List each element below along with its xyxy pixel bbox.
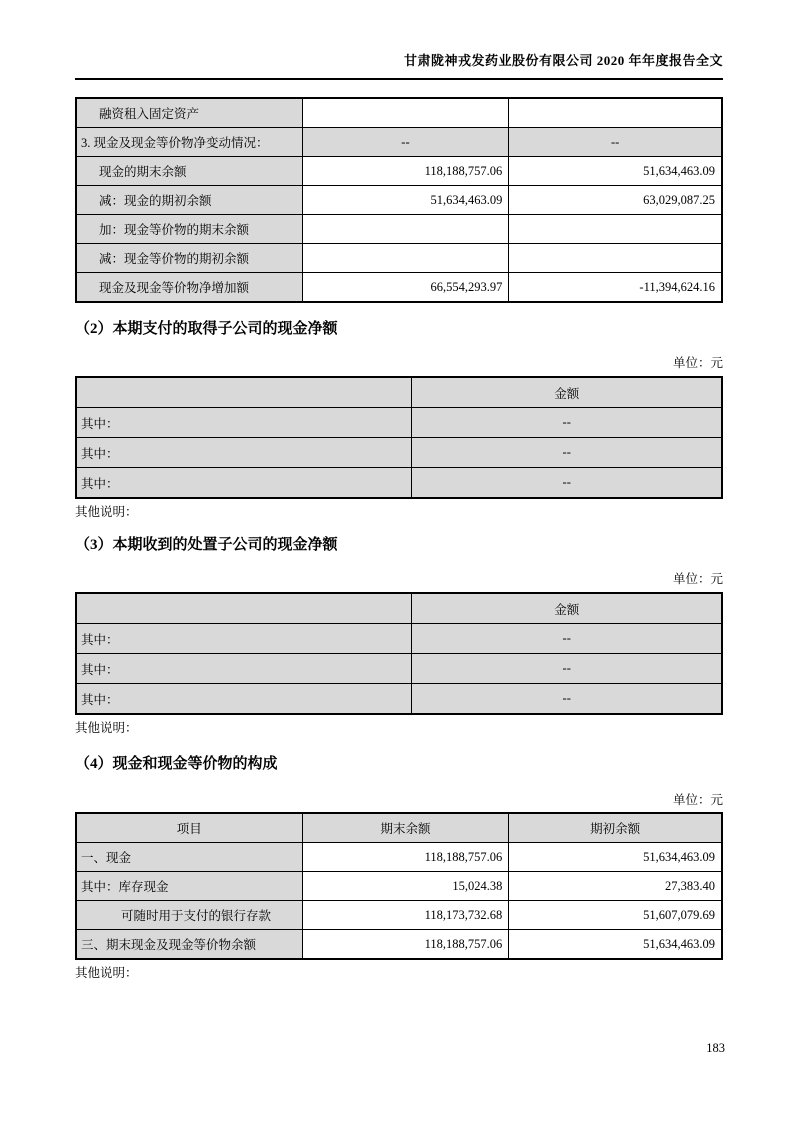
table-row bbox=[76, 157, 722, 186]
row-label-cell: 其中： bbox=[76, 654, 412, 684]
prior-period-cell bbox=[509, 215, 722, 244]
prior-period-cell: -11,394,624.16 bbox=[509, 273, 722, 303]
amount-cell: -- bbox=[412, 654, 722, 684]
row-label-cell: 现金及现金等价物净增加额 bbox=[76, 273, 302, 303]
other-note-label: 其他说明： bbox=[75, 721, 138, 735]
row-label-cell: 其中： bbox=[76, 468, 412, 499]
amount-cell: -- bbox=[412, 468, 722, 499]
table-row bbox=[76, 98, 722, 128]
end-balance-cell: 118,188,757.06 bbox=[302, 930, 509, 960]
current-period-cell: 66,554,293.97 bbox=[302, 273, 509, 303]
table-row bbox=[76, 215, 722, 244]
other-note-label: 其他说明： bbox=[75, 966, 138, 980]
row-label-cell: 其中： bbox=[76, 438, 412, 468]
table-row bbox=[76, 186, 722, 215]
prior-period-cell: -- bbox=[509, 128, 722, 157]
unit-label: 单位：元 bbox=[672, 572, 723, 586]
end-balance-cell: 118,188,757.06 bbox=[302, 843, 509, 872]
table-row bbox=[76, 872, 722, 901]
table-row bbox=[76, 408, 722, 438]
row-label-cell: 减：现金的期初余额 bbox=[76, 186, 302, 215]
table-row bbox=[76, 654, 722, 684]
row-label-cell: 减：现金等价物的期初余额 bbox=[76, 244, 302, 273]
current-period-cell: -- bbox=[302, 128, 509, 157]
table-row bbox=[76, 273, 722, 303]
amount-cell: -- bbox=[412, 438, 722, 468]
table-row bbox=[76, 624, 722, 654]
end-balance-cell: 118,173,732.68 bbox=[302, 901, 509, 930]
row-label-cell: 加：现金等价物的期末余额 bbox=[76, 215, 302, 244]
amount-header-cell: 金额 bbox=[412, 377, 722, 408]
unit-label: 单位：元 bbox=[672, 793, 723, 807]
table-row bbox=[76, 244, 722, 273]
row-label-cell: 其中： bbox=[76, 684, 412, 715]
header-divider bbox=[75, 78, 723, 80]
table-row bbox=[76, 684, 722, 715]
amount-cell: -- bbox=[412, 408, 722, 438]
end-balance-cell: 15,024.38 bbox=[302, 872, 509, 901]
cash-composition-table bbox=[75, 812, 723, 960]
amount-cell: -- bbox=[412, 624, 722, 654]
table-header-row bbox=[76, 593, 722, 624]
amount-cell: -- bbox=[412, 684, 722, 715]
prior-period-cell: 63,029,087.25 bbox=[509, 186, 722, 215]
row-label-cell: 其中：库存现金 bbox=[76, 872, 302, 901]
row-label-cell: 可随时用于支付的银行存款 bbox=[76, 901, 302, 930]
document-header-title: 甘肃陇神戎发药业股份有限公司 2020 年年度报告全文 bbox=[403, 53, 723, 68]
table-row bbox=[76, 438, 722, 468]
table-header-row bbox=[76, 377, 722, 408]
table-header-row bbox=[76, 813, 722, 843]
begin-balance-cell: 51,607,079.69 bbox=[509, 901, 722, 930]
prior-period-cell: 51,634,463.09 bbox=[509, 157, 722, 186]
item-header-cell: 项目 bbox=[76, 813, 302, 843]
table-row bbox=[76, 468, 722, 499]
amount-header-cell: 金额 bbox=[412, 593, 722, 624]
unit-label: 单位：元 bbox=[672, 356, 723, 370]
current-period-cell bbox=[302, 244, 509, 273]
begin-balance-header-cell: 期初余额 bbox=[509, 813, 722, 843]
table-row bbox=[76, 930, 722, 960]
begin-balance-cell: 51,634,463.09 bbox=[509, 930, 722, 960]
blank-header-cell bbox=[76, 593, 412, 624]
prior-period-cell bbox=[509, 244, 722, 273]
begin-balance-cell: 27,383.40 bbox=[509, 872, 722, 901]
page-content bbox=[75, 0, 723, 981]
row-label-cell: 其中： bbox=[76, 408, 412, 438]
row-label-cell: 三、期末现金及现金等价物余额 bbox=[76, 930, 302, 960]
disposed-subsidiary-cash-table bbox=[75, 592, 723, 715]
end-balance-header-cell: 期末余额 bbox=[302, 813, 509, 843]
acquired-subsidiary-cash-table bbox=[75, 376, 723, 499]
row-label-cell: 一、现金 bbox=[76, 843, 302, 872]
table-row bbox=[76, 843, 722, 872]
current-period-cell bbox=[302, 98, 509, 128]
blank-header-cell bbox=[76, 377, 412, 408]
current-period-cell: 118,188,757.06 bbox=[302, 157, 509, 186]
cash-flow-table bbox=[75, 97, 723, 303]
section-heading-2: （2）本期支付的取得子公司的现金净额 bbox=[75, 321, 338, 337]
current-period-cell: 51,634,463.09 bbox=[302, 186, 509, 215]
row-label-cell: 其中： bbox=[76, 624, 412, 654]
row-label-cell: 融资租入固定资产 bbox=[76, 98, 302, 128]
table-row bbox=[76, 901, 722, 930]
section-heading-4: （4）现金和现金等价物的构成 bbox=[75, 756, 278, 772]
row-label-cell: 现金的期末余额 bbox=[76, 157, 302, 186]
begin-balance-cell: 51,634,463.09 bbox=[509, 843, 722, 872]
other-note-label: 其他说明： bbox=[75, 505, 138, 519]
current-period-cell bbox=[302, 215, 509, 244]
section-heading-3: （3）本期收到的处置子公司的现金净额 bbox=[75, 537, 338, 553]
row-label-cell: 3. 现金及现金等价物净变动情况： bbox=[76, 128, 302, 157]
page-number: 183 bbox=[706, 1041, 725, 1055]
prior-period-cell bbox=[509, 98, 722, 128]
table-row bbox=[76, 128, 722, 157]
